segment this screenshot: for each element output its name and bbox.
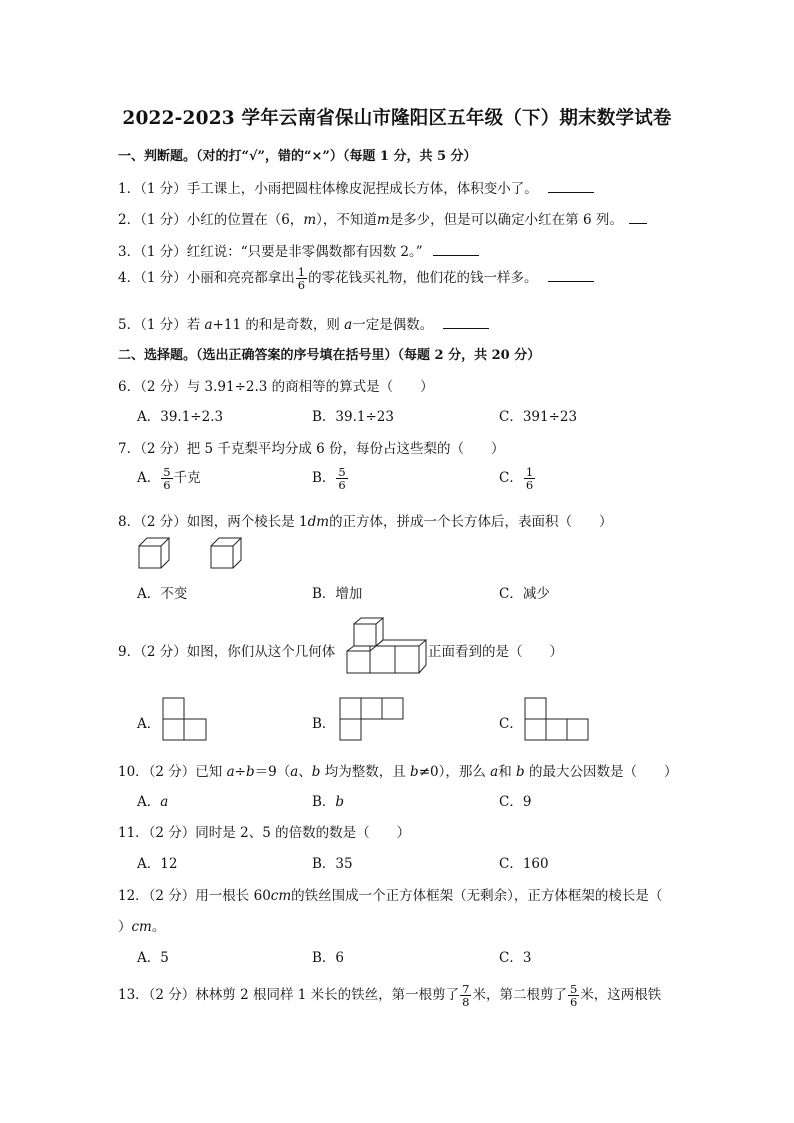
fraction-numerator: 5 (569, 982, 578, 996)
q10-text: ≠0），那么 (418, 764, 491, 780)
q12-option-a[interactable]: A．5 (137, 950, 169, 966)
fraction-numerator: 1 (297, 265, 306, 279)
q13-text: 米，第二根剪了 (472, 987, 567, 1003)
fraction (524, 466, 535, 491)
option-unit: 千克 (173, 470, 201, 486)
q10-text: 10．（2 分）已知 (118, 764, 227, 780)
q10-text: 均为整数，且 (320, 764, 411, 780)
question-12-line-1 (118, 884, 662, 904)
q12-text: 。 (151, 919, 166, 935)
q9-option-b-label[interactable]: B． (312, 716, 336, 732)
fraction-numerator: 7 (462, 982, 470, 996)
q10-text: 、 (298, 764, 312, 780)
page-title: 2022-2023 学年云南省保山市隆阳区五年级（下）期末数学试卷 (122, 108, 672, 129)
q10-text: 的最大公因数是（ ） (524, 764, 678, 780)
variable-b: b (410, 764, 419, 780)
fraction (161, 466, 172, 491)
question-2-text-b: ），不知道 (316, 212, 377, 228)
answer-blank[interactable] (548, 269, 594, 282)
q10-text: ÷ (234, 764, 246, 780)
q13-text: 米，这两根铁 (580, 987, 662, 1003)
fraction-denominator: 6 (525, 478, 534, 492)
question-1-text: 1．（1 分）手工课上，小雨把圆柱体橡皮泥捏成长方体，体积变小了。 (118, 181, 538, 197)
fraction-numerator: 5 (163, 465, 171, 479)
two-cubes-figure (138, 537, 248, 571)
variable-a: a (204, 317, 213, 333)
fraction (568, 983, 579, 1008)
question-5-text-b: +11 的和是奇数，则 (212, 317, 345, 333)
option-label: B． (312, 470, 336, 486)
q8-option-b[interactable]: B．增加 (312, 586, 363, 602)
fraction-denominator: 6 (338, 478, 346, 492)
q8-option-a[interactable]: A．不变 (137, 586, 188, 602)
question-2 (118, 208, 647, 228)
question-10 (118, 760, 677, 780)
q9-option-c-figure[interactable] (524, 697, 590, 741)
variable-a: a (226, 764, 235, 780)
q12-text: 的铁丝围成一个正方体框架（无剩余），正方体框架的棱长是（ (291, 888, 663, 904)
fraction-denominator: 6 (163, 478, 171, 492)
answer-blank[interactable] (443, 316, 489, 329)
fraction-numerator: 5 (338, 465, 346, 479)
question-7: 7．（2 分）把 5 千克梨平均分成 6 份，每份占这些梨的（ ） (118, 441, 505, 457)
question-5 (118, 313, 489, 333)
q12-text: 12．（2 分）用一根长 60 (118, 888, 271, 904)
q12-option-b[interactable]: B．6 (312, 950, 345, 966)
question-4 (118, 266, 594, 291)
question-6: 6．（2 分）与 3.91÷2.3 的商相等的算式是（ ） (118, 379, 434, 395)
q8-option-c[interactable]: C．减少 (499, 586, 550, 602)
option-label: C． (499, 470, 523, 486)
q13-text: 13．（2 分）林林剪 2 根同样 1 米长的铁丝，第一根剪了 (118, 987, 460, 1003)
q11-option-b[interactable]: B．35 (312, 856, 353, 872)
variable-m: m (376, 212, 390, 228)
question-8-text-b: 的正方体，拼成一个长方体后，表面积（ ） (329, 514, 613, 530)
question-11: 11．（2 分）同时是 2、5 的倍数的数是（ ） (118, 825, 411, 841)
cube-2 (211, 538, 241, 568)
fraction-numerator: 1 (525, 465, 534, 479)
section-judgement-heading: 一、判断题。（对的打“√”，错的“×”）（每题 1 分，共 5 分） (118, 149, 477, 164)
q7-option-a[interactable] (137, 466, 201, 491)
question-9-text-a: 9．（2 分）如图，你们从这个几何体 (118, 644, 336, 660)
variable-m: m (303, 212, 317, 228)
q9-option-c-label[interactable]: C． (499, 716, 523, 732)
q12-option-c[interactable]: C．3 (499, 950, 532, 966)
q10-option-a[interactable] (137, 790, 168, 810)
cube-1 (139, 538, 169, 568)
variable-a: a (290, 764, 299, 780)
answer-blank[interactable] (433, 243, 479, 256)
variable-b: b (245, 764, 255, 780)
answer-blank[interactable] (629, 211, 647, 224)
variable-b: b (311, 764, 321, 780)
q9-option-b-figure[interactable] (339, 697, 405, 741)
fraction-denominator: 8 (462, 995, 470, 1009)
fraction-denominator: 6 (569, 995, 578, 1009)
question-5-text-c: 一定是偶数。 (352, 317, 434, 333)
q7-option-b[interactable] (312, 466, 349, 491)
question-8-text-a: 8．（2 分）如图，两个棱长是 1 (118, 514, 308, 530)
q12-text: ） (118, 919, 132, 935)
question-3-text: 3．（1 分）红红说：“只要是非零偶数都有因数 2。” (118, 244, 423, 260)
q6-option-a[interactable]: A．39.1÷2.3 (137, 409, 224, 425)
variable-a: a (490, 764, 499, 780)
solid-figure (346, 617, 428, 675)
question-4-text-b: 的零花钱买礼物，他们花的钱一样多。 (308, 270, 538, 286)
question-3 (118, 240, 479, 260)
variable-a: a (160, 794, 169, 810)
q6-option-c[interactable]: C．391÷23 (499, 409, 578, 425)
bottom-row-cubes (347, 640, 426, 673)
question-2-text-c: 是多少，但是可以确定小红在第 6 列。 (389, 212, 623, 228)
fraction (336, 466, 347, 491)
question-13 (118, 983, 661, 1008)
q10-text: 和 (498, 764, 517, 780)
answer-blank[interactable] (548, 180, 594, 193)
question-5-text-a: 5．（1 分）若 (118, 317, 205, 333)
q11-option-c[interactable]: C．160 (499, 856, 549, 872)
fraction-denominator: 6 (297, 278, 306, 292)
question-1 (118, 177, 594, 197)
unit-cm: cm (270, 888, 292, 904)
unit-cm: cm (131, 919, 152, 935)
question-4-text-a: 4．（1 分）小丽和亮亮都拿出 (118, 270, 295, 286)
q10-text: ＝9（ (254, 764, 291, 780)
question-8 (118, 510, 613, 530)
option-label: A． (137, 794, 161, 810)
top-cube (354, 618, 383, 646)
q10-option-c[interactable]: C．9 (499, 794, 532, 810)
section-choice-heading: 二、选择题。（选出正确答案的序号填在括号里）（每题 2 分，共 20 分） (118, 348, 541, 363)
q9-option-a-label[interactable]: A． (137, 716, 161, 732)
variable-a: a (344, 317, 353, 333)
q10-option-b[interactable] (312, 790, 344, 810)
q11-option-a[interactable]: A．12 (137, 856, 178, 872)
question-9-text-b: 正面看到的是（ ） (428, 644, 563, 660)
variable-b: b (335, 794, 345, 810)
fraction (460, 983, 471, 1008)
q6-option-b[interactable]: B．39.1÷23 (312, 409, 394, 425)
question-12-line-2 (118, 915, 165, 935)
variable-b: b (516, 764, 525, 780)
option-label: B． (312, 794, 336, 810)
unit-dm: dm (307, 514, 330, 530)
question-2-text-a: 2．（1 分）小红的位置在（6， (118, 212, 304, 228)
fraction (296, 266, 307, 291)
q9-option-a-figure[interactable] (162, 697, 208, 741)
q7-option-c[interactable] (499, 466, 536, 491)
option-label: A． (137, 470, 161, 486)
